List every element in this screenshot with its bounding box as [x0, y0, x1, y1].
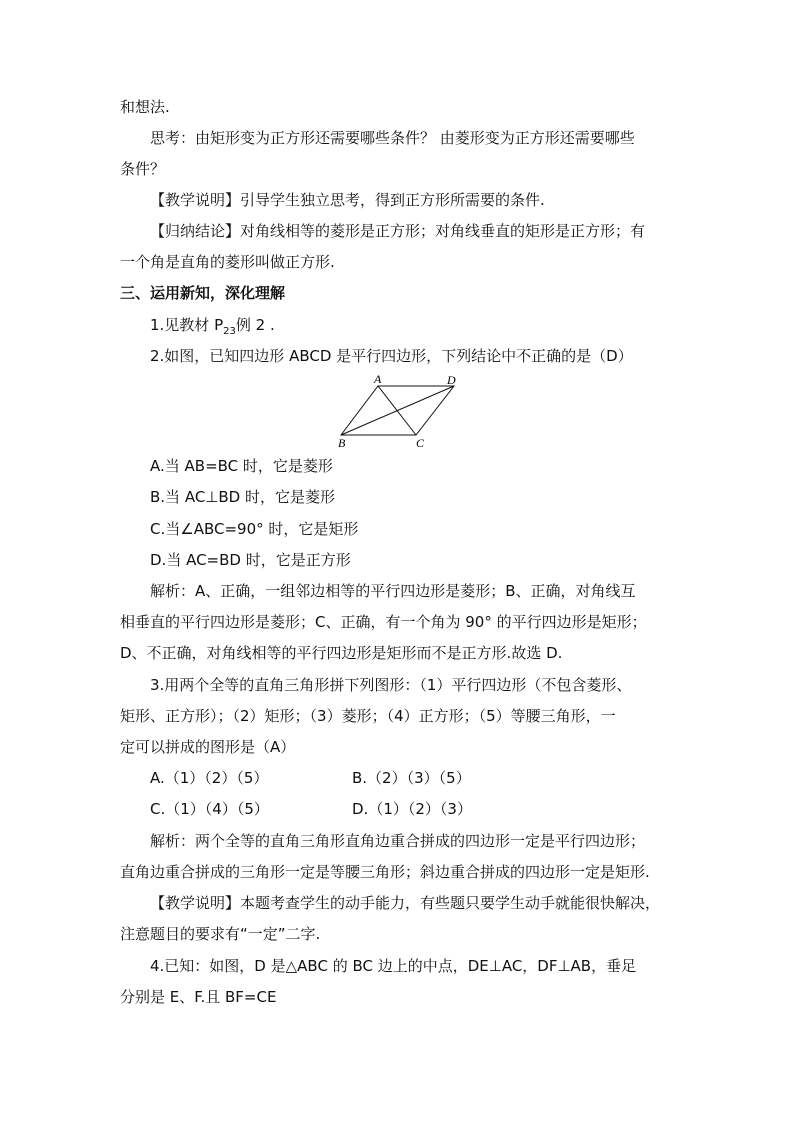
conclusion: 【归纳结论】对角线相等的菱形是正方形；对角线垂直的矩形是正方形；有	[150, 222, 646, 240]
analysis-line: 解析：A、正确，一组邻边相等的平行四边形是菱形；B、正确，对角线互	[150, 582, 636, 600]
example-3-question: 矩形、正方形）；（2）矩形；（3）菱形；（4）正方形；（5）等腰三角形，一	[120, 707, 616, 725]
think-question: 思考：由矩形变为正方形还需要哪些条件？ 由菱形变为正方形还需要哪些	[150, 129, 635, 147]
vertex-label-b: B	[338, 436, 346, 450]
analysis-line: 解析：两个全等的直角三角形直角边重合拼成的四边形一定是平行四边形；	[150, 832, 646, 850]
option-a: A.当 AB=BC 时，它是菱形	[150, 457, 333, 475]
option-b: B.（2）（3）（5）	[352, 769, 471, 787]
analysis-line: 相垂直的平行四边形是菱形；C、正确，有一个角为 90° 的平行四边形是矩形；	[120, 613, 647, 631]
conclusion-cont: 一个角是直角的菱形叫做正方形.	[120, 253, 335, 271]
teaching-note: 【教学说明】引导学生独立思考，得到正方形所需要的条件.	[150, 191, 545, 209]
section-heading: 三、运用新知，深化理解	[120, 284, 286, 302]
analysis-line: 直角边重合拼成的三角形一定是等腰三角形；斜边重合拼成的四边形一定是矩形.	[120, 863, 650, 881]
option-d: D.当 AC=BD 时，它是正方形	[150, 551, 351, 569]
example-3-question: 3.用两个全等的直角三角形拼下列图形：（1）平行四边形（不包含菱形、	[150, 676, 632, 694]
vertex-label-d: D	[447, 373, 456, 387]
analysis-line: D、不正确，对角线相等的平行四边形是矩形而不是正方形.故选 D.	[120, 644, 563, 662]
option-c: C.当∠ABC=90° 时，它是矩形	[150, 520, 359, 538]
text-line: 条件？	[120, 160, 166, 178]
option-c: C.（1）（4）（5）	[150, 800, 269, 818]
option-b: B.当 AC⊥BD 时，它是菱形	[150, 488, 335, 506]
example-3-question: 定可以拼成的图形是（A）	[120, 738, 296, 756]
diagonal-bd	[341, 386, 454, 435]
parallelogram-figure	[334, 372, 464, 452]
option-a: A.（1）（2）（5）	[150, 769, 269, 787]
vertex-label-c: C	[416, 436, 425, 450]
example-4-question: 分别是 E、F.且 BF=CE	[120, 988, 277, 1006]
text-line: 和想法.	[120, 98, 170, 116]
teaching-note: 注意题目的要求有“一定”二字.	[120, 925, 321, 943]
example-1: 1.见教材 $P_{23}$例 2 .	[150, 316, 275, 337]
teaching-note: 【教学说明】本题考查学生的动手能力，有些题只要学生动手就能很快解决，	[150, 894, 661, 912]
example-4-question: 4.已知：如图，D 是△ABC 的 BC 边上的中点，DE⊥AC，DF⊥AB，垂足	[150, 957, 637, 975]
vertex-label-a: A	[374, 372, 382, 386]
option-d: D.（1）（2）（3）	[352, 800, 472, 818]
example-2-question: 2.如图，已知四边形 ABCD 是平行四边形，下列结论中不正确的是（D）	[150, 347, 633, 365]
